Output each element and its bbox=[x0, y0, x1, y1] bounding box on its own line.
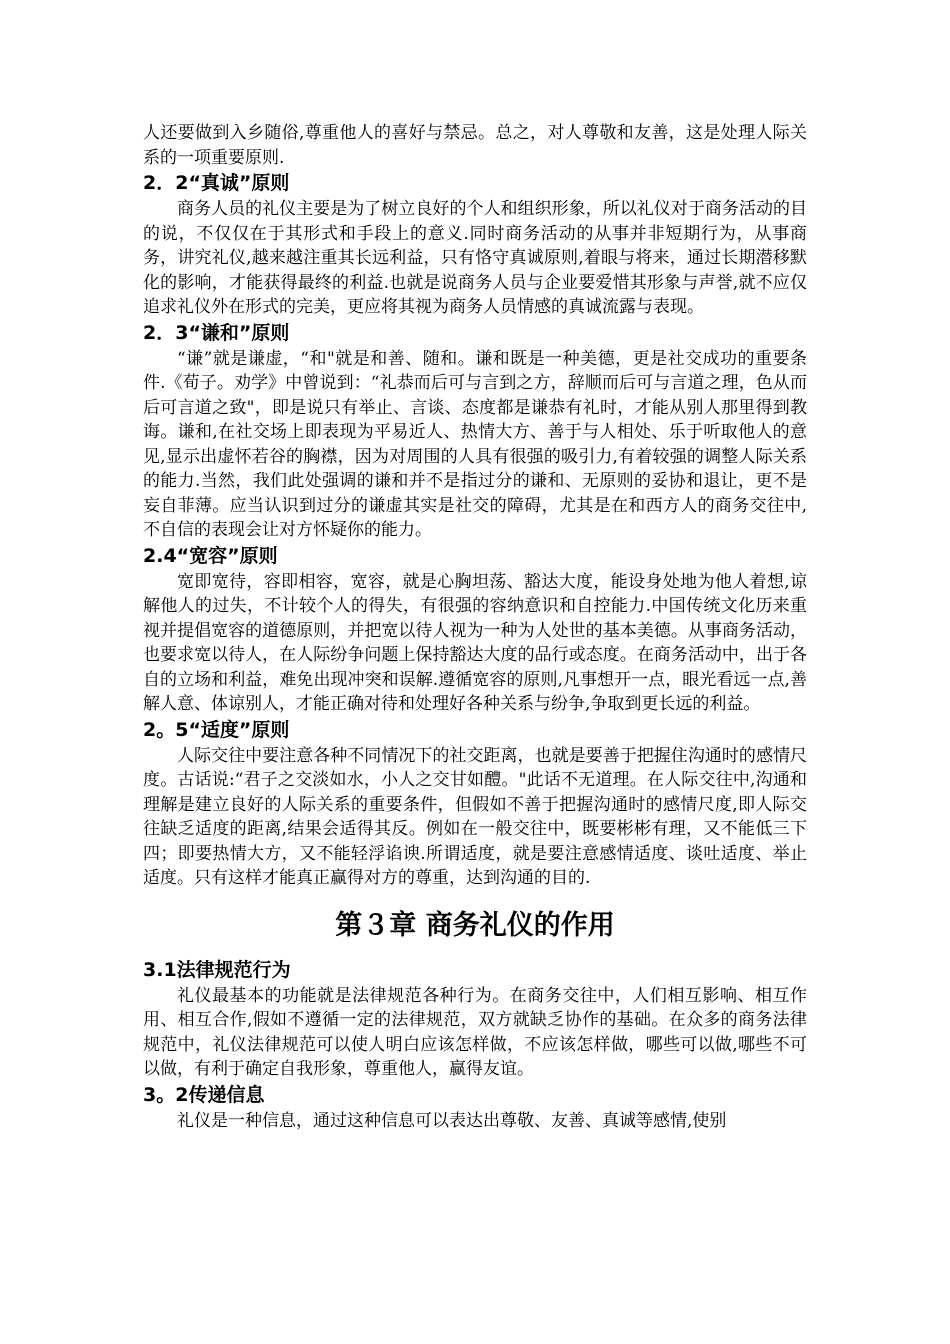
intro-paragraph: 人还要做到入乡随俗,尊重他人的喜好与禁忌。总之，对人尊敬和友善，这是处理人际关系的一项重要原则. bbox=[143, 123, 807, 168]
paragraph-2-5: 人际交往中要注意各种不同情况下的社交距离，也就是要善于把握住沟通时的感情尺度。古话说:“君子之交淡如水，小人之交甘如醴。"此话不无道理。在人际交往中,沟通和理解是建立良好的人际关系的重要条件，但假如不善于把握沟通时的感情尺度,即人际交往缺乏适度的距离,结果会适得其反。例如在一般交往中，既要彬彬有理，又不能低三下四；即要热情大方，又不能轻浮谄谀.所谓适度，就是要注意感情适度、谈吐适度、举止适度。只有这样才能真正赢得对方的尊重，达到沟通的目的. bbox=[143, 745, 807, 888]
paragraph-2-4: 宽即宽待，容即相容，宽容，就是心胸坦荡、豁达大度，能设身处地为他人着想,谅解他人的过失，不计较个人的得失，有很强的容纳意识和自控能力.中国传统文化历来重视并提倡宽容的道德原则，并把宽以待人视为一种为人处世的基本美德。从事商务活动，也要求宽以待人，在人际纷争问题上保持豁达大度的品行或态度。在商务活动中，出于各自的立场和利益，难免出现冲突和误解.遵循宽容的原则,凡事想开一点，眼光看远一点,善解人意、体谅别人，才能正确对待和处理好各种关系与纷争,争取到更长远的利益。 bbox=[143, 571, 807, 714]
heading-2-2: 2．2“真诚”原则 bbox=[143, 172, 290, 194]
chapter-3-title: 第３章 商务礼仪的作用 bbox=[335, 909, 615, 941]
heading-3-1: 3.1法律规范行为 bbox=[143, 958, 291, 981]
heading-2-5: 2。5“适度”原则 bbox=[143, 718, 290, 741]
heading-2-3: 2．3“谦和”原则 bbox=[143, 321, 290, 344]
paragraph-3-1: 礼仪最基本的功能就是法律规范各种行为。在商务交往中，人们相互影响、相互作用、相互合作,假如不遵循一定的法律规范，双方就缺乏协作的基础。在众多的商务法律规范中，礼仪法律规范可以使人明白应该怎样做，不应该怎样做，哪些可以做,哪些不可以做，有利于确定自我形象，尊重他人，赢得友谊。 bbox=[143, 985, 807, 1079]
paragraph-2-2: 商务人员的礼仪主要是为了树立良好的个人和组织形象，所以礼仪对于商务活动的目的说，不仅仅在于其形式和手段上的意义.同时商务活动的从事并非短期行为，从事商务，讲究礼仪,越来越注重其长远利益，只有恪守真诚原则,着眼与将来，通过长期潜移默化的影响，才能获得最终的利益.也就是说商务人员与企业要爱惜其形象与声誉,就不应仅追求礼仪外在形式的完美，更应将其视为商务人员情感的真诚流露与表现。 bbox=[143, 199, 807, 317]
heading-3-2: 3。2传递信息 bbox=[143, 1083, 265, 1106]
paragraph-3-2: 礼仪是一种信息，通过这种信息可以表达出尊敬、友善、真诚等感情,使别 bbox=[177, 1110, 727, 1131]
document-page bbox=[143, 121, 807, 1133]
paragraph-2-3: “谦”就是谦虚，“和"就是和善、随和。谦和既是一种美德，更是社交成功的重要条件.《荀子。劝学》中曾说到：“礼恭而后可与言到之方，辞顺而后可与言道之理，色从而后可言道之致"，即是说只有举止、言谈、态度都是谦恭有礼时，才能从别人那里得到教诲。谦和,在社交场上即表现为平易近人、热情大方、善于与人相处、乐于听取他人的意见,显示出虚怀若谷的胸襟，因为对周围的人具有很强的吸引力,有着较强的调整人际关系的能力.当然，我们此处强调的谦和并不是指过分的谦和、无原则的妥协和退让，更不是妄自菲薄。应当认识到过分的谦虚其实是社交的障碍，尤其是在和西方人的商务交往中,不自信的表现会让对方怀疑你的能力。 bbox=[143, 348, 807, 540]
heading-2-4: 2.4“宽容”原则 bbox=[143, 544, 278, 567]
